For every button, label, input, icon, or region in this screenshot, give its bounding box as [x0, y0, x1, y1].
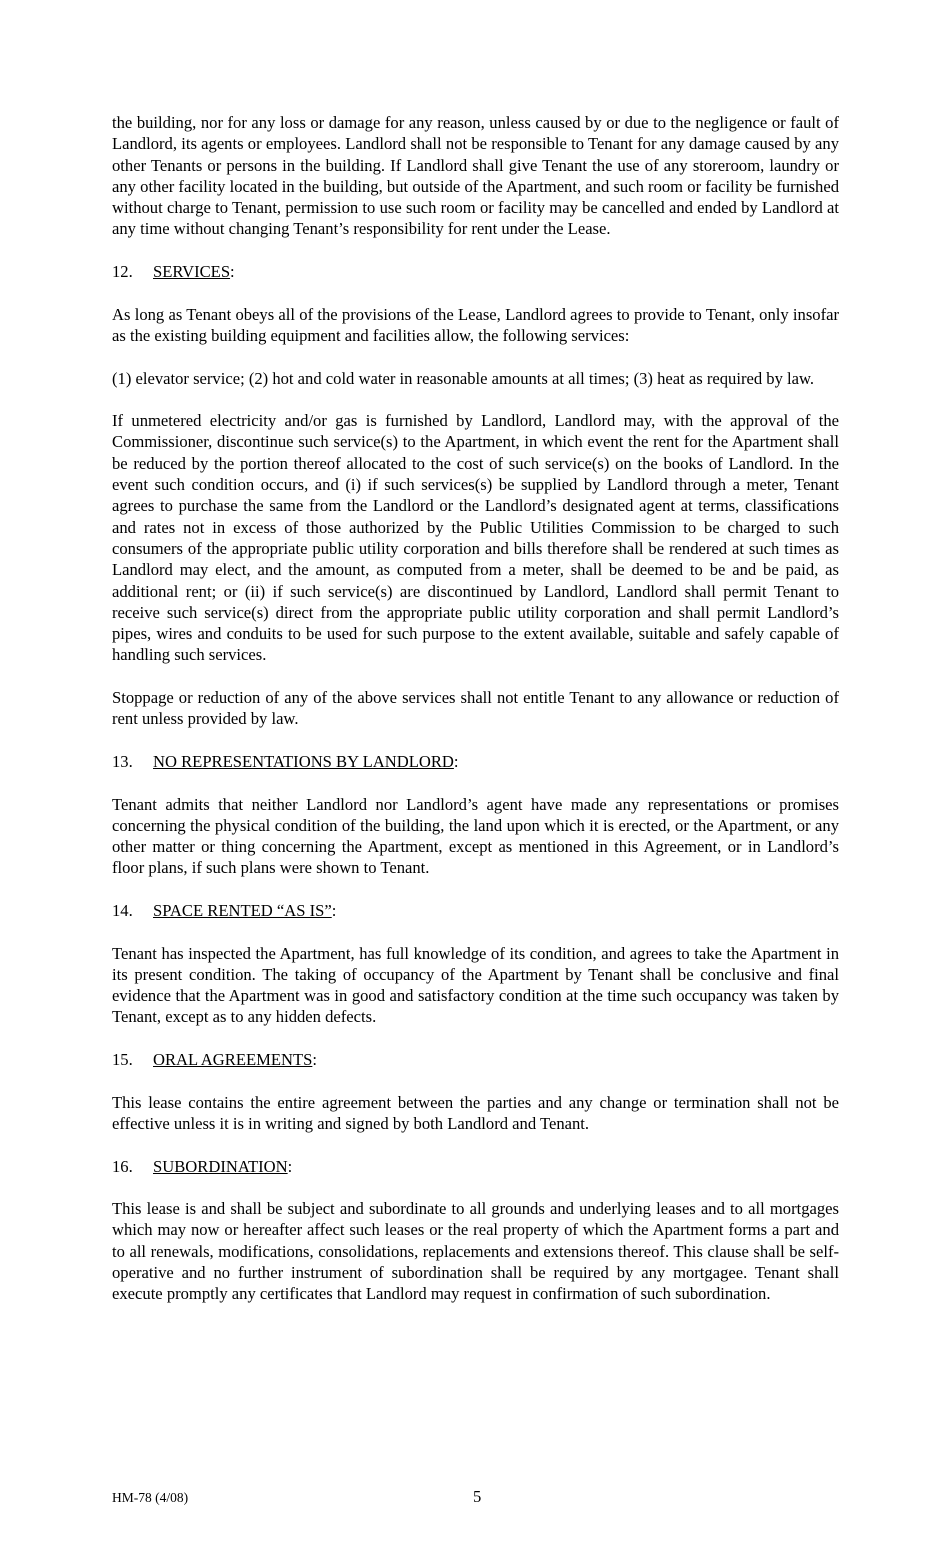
section-title: SUBORDINATION: [153, 1156, 288, 1176]
form-code: HM-78 (4/08): [112, 1490, 189, 1505]
section-heading-oral-agreements: 15. ORAL AGREEMENTS:: [112, 1050, 317, 1070]
section-title: SPACE RENTED “AS IS”: [153, 900, 332, 920]
section-heading-no-representations: 13. NO REPRESENTATIONS BY LANDLORD:: [112, 751, 459, 771]
section-number: 12.: [112, 262, 133, 282]
section-number: 13.: [112, 751, 133, 771]
section-paragraph: If unmetered electricity and/or gas is furnished by Landlord, Landlord may, with the approval of the Commissioner, discontinue such service(s) to the Apartment, in which event the rent for the Apartment shall be reduced by the portion thereof allocated to the cost of such service(s) on the books of Landlord. In the event such condition occurs, and (i) if such services(s) be supplied by Landlord through a meter, Tenant agrees to purchase the same from the Landlord or the Landlord’s designated agent at terms, classifications and rates not in excess of those authorized by the Public Utilities Commission to be charged to such consumers of the appropriate public utility corporation and bills therefore shall be rendered at such times as Landlord may elect, and the amount, as computed from a meter, shall be deemed to be and be paid, as additional rent; or (ii) if such service(s) are discontinued by Landlord, Landlord shall permit Tenant to receive such service(s) direct from the appropriate public utility corporation and shall permit Landlord’s pipes, wires and conduits to be used for such purpose to the extent available, suitable and safely capable of handling such services.: [112, 411, 839, 665]
section-heading-space-rented-as-is: 14. SPACE RENTED “AS IS”:: [112, 900, 337, 920]
section-number: 14.: [112, 900, 133, 920]
section-paragraph: Tenant admits that neither Landlord nor Landlord’s agent have made any representations or promises concerning the physical condition of the building, the land upon which it is erected, or the Apartment, or any other matter or thing concerning the Apartment, except as mentioned in this Agreement, or in Landlord’s floor plans, if such plans were shown to Tenant.: [112, 794, 839, 878]
section-paragraph: As long as Tenant obeys all of the provisions of the Lease, Landlord agrees to provide to Tenant, only insofar as the existing building equipment and facilities allow, the following services:: [112, 304, 839, 345]
section-paragraph: This lease contains the entire agreement between the parties and any change or termination shall not be effective unless it is in writing and signed by both Landlord and Tenant.: [112, 1092, 839, 1133]
section-title: SERVICES: [153, 262, 231, 282]
section-title: NO REPRESENTATIONS BY LANDLORD: [153, 751, 454, 771]
continuation-paragraph: the building, nor for any loss or damage for any reason, unless caused by or due to the negligence or fault of Landlord, its agents or employees. Landlord shall not be responsible to Tenant for any damage caused by any other Tenants or persons in the building. If Landlord shall give Tenant the use of any storeroom, laundry or any other facility located in the building, but outside of the Apartment, and such room or facility be furnished without charge to Tenant, permission to use such room or facility may be cancelled and ended by Landlord at any time without changing Tenant’s responsibility for rent under the Lease.: [112, 113, 839, 239]
section-number: 16.: [112, 1156, 133, 1176]
section-number: 15.: [112, 1050, 133, 1070]
section-paragraph: Tenant has inspected the Apartment, has full knowledge of its condition, and agrees to take the Apartment in its present condition. The taking of occupancy of the Apartment by Tenant shall be conclusive and final evidence that the Apartment was in good and satisfactory condition at the time such occupancy was taken by Tenant, except as to any hidden defects.: [112, 943, 839, 1027]
section-paragraph: (1) elevator service; (2) hot and cold water in reasonable amounts at all times; (3) heat as required by law.: [112, 368, 815, 388]
section-title: ORAL AGREEMENTS: [153, 1050, 313, 1070]
document-body: [112, 112, 839, 1326]
section-heading-subordination: 16. SUBORDINATION:: [112, 1156, 293, 1176]
section-paragraph: Stoppage or reduction of any of the above services shall not entitle Tenant to any allowance or reduction of rent unless provided by law.: [112, 688, 839, 729]
section-heading-services: 12. SERVICES:: [112, 262, 235, 282]
page-number: 5: [473, 1487, 482, 1506]
section-paragraph: This lease is and shall be subject and subordinate to all grounds and underlying leases and to all mortgages which may now or hereafter affect such leases or the real property of which the Apartment forms a part and to all renewals, modifications, consolidations, replacements and extensions thereof. This clause shall be self-operative and no further instrument of subordination shall be required by any mortgagee. Tenant shall execute promptly any certificates that Landlord may request in confirmation of such subordination.: [112, 1199, 839, 1304]
